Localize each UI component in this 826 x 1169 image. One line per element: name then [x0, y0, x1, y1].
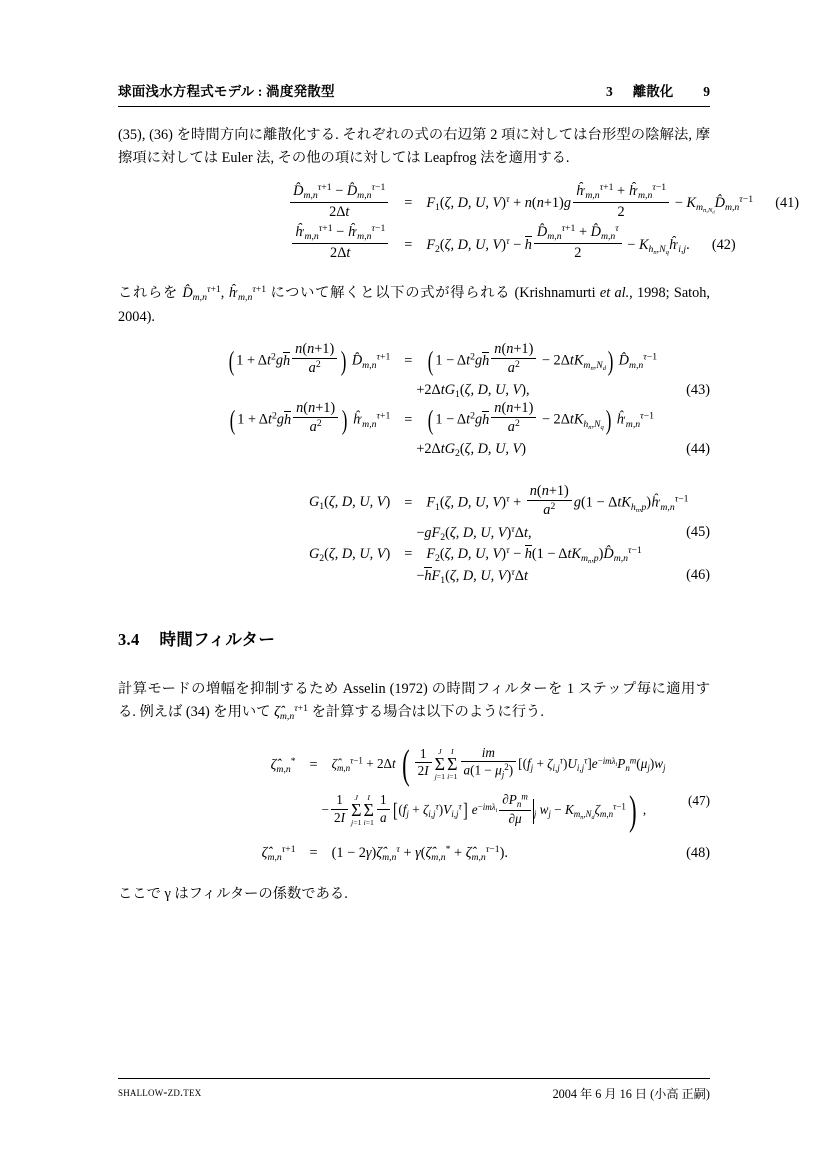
- equation-45-continuation: [118, 524, 710, 543]
- equation-47-relation: =: [309, 756, 318, 773]
- paragraph-discretization-intro: (35), (36) を時間方向に離散化する. それぞれの式の右辺第 2 項に対しては台形型の陰解法, 摩擦項に対しては Euler 法, その他の項に対しては Leapfrog 法を適用する.: [118, 127, 710, 167]
- section-number: 3.4: [118, 630, 140, 650]
- equation-47-rhs: $\zetâ_{m,n}^{\tau-1} + 2\Delta t$ ( $\frac{1}{2I}$ J Σ j=1 I Σ i=1 $\frac{im}{a(1 - \mu_j^2)}$ $[(f_j + \zeta_{i,j}^\tau)U_{i,j}^\tau]e^{-im\lambda_i}P_n^m(\mu_j)w_j$: [331, 741, 666, 787]
- equation-45-cont-rhs: $-gF_2(\zeta$, D, U, V)$^\tau$Δt,: [416, 523, 532, 543]
- equation-44-tag: (44): [686, 440, 710, 457]
- equation-42-relation: =: [404, 236, 413, 253]
- equation-47-continuation: [118, 788, 710, 834]
- equation-48-lhs: $\zetâ_{m,n}^{\tau+1}$: [261, 843, 296, 863]
- paragraph-time-filter-pre: 計算モードの増幅を抑制するため Asselin (1972) の時間フィルターを 1 ステップ毎に適用する. 例えば (34) を用いて: [118, 681, 710, 721]
- inline-math-zeta-hat: $\zetâ_{m,n}^{\tau+1}$: [274, 703, 309, 723]
- paragraph-solve-pre: これらを: [118, 284, 183, 301]
- header-right: [606, 80, 710, 100]
- equation-42-rhs: $F_2(\zeta$, D, U, V)$^\tau$ − h $\frac{D̂_{m,n}^{\tau+1} + D̂_{m,n}^\tau}{2}$ − $K_{h_n,N_q}ĥ'_{i,j}$.: [426, 223, 690, 262]
- page-number: 9: [703, 84, 710, 99]
- header-section-title: 離散化: [632, 84, 674, 99]
- equation-45-tag: (45): [686, 523, 710, 540]
- equation-41-rhs: $F_1(\zeta$, D, U, V)$^\tau$ + n(n+1)g $\frac{ĥ'_{m,n}^{\tau+1} + ĥ'_{m,n}^{\tau-1}}{2}$ − $K_{m_{n,N_d}}D̂_{m,n}^{\tau-1}$: [426, 182, 754, 221]
- equation-41-lhs: $\frac{D̂_{m,n}^{\tau+1} - D̂_{m,n}^{\tau-1}}{2\Delta t}$: [118, 184, 400, 223]
- equation-47: [118, 741, 710, 787]
- equation-44: [118, 399, 710, 439]
- equation-44-lhs: ( $1 + \Delta t^2gh$ $\frac{n(n+1)}{a^2}$ ) $ĥ'_{m,n}^{\tau+1}$: [229, 399, 391, 436]
- equation-46-relation: =: [404, 546, 413, 563]
- citation-etal: et al.: [599, 284, 630, 301]
- equation-48-tag: (48): [686, 844, 710, 861]
- equation-45-rhs: $F_1(\zeta$, D, U, V)$^\tau$ + $\frac{n(n+1)}{a^2}$ $g(1 - \Delta tK_{h_n,p})ĥ'_{m,n}^{\tau-1}$: [426, 482, 689, 519]
- equation-44-relation: =: [404, 411, 413, 428]
- equation-46-tag: (46): [686, 566, 710, 583]
- equation-41-relation: =: [404, 195, 413, 212]
- header-title: 球面浅水方程式モデル : 渦度発散型: [118, 84, 335, 99]
- equation-47-cont-rhs: − $\frac{1}{2I}$ J Σ j=1 I Σ i=1 $\frac{1}{a}$ $[(f_j + \zeta_{i,j}^\tau)V_{i,j}^\tau]$ $e^{-im\lambda_i}$ $\frac{\partial P_n^m}{\partial\mu}$ $_j$ $w_j - K_{m_n,N_d}\zeta_{m,n}^{\tau-1}$) ,: [321, 788, 647, 834]
- equation-48: [118, 844, 710, 863]
- paragraph-solve-post: , 1998; Satoh, 2004).: [118, 284, 711, 325]
- equation-43-lhs: ( $1 + \Delta t^2gh$ $\frac{n(n+1)}{a^2}$ ) $D̂_{m,n}^{\tau+1}$: [228, 340, 391, 377]
- paragraph-solve-mid: について解くと以下の式が得られる (Krishnamurti: [270, 284, 600, 301]
- equation-group-47-48: [118, 741, 710, 863]
- equation-46-continuation: [118, 567, 710, 586]
- equation-44-continuation: [118, 441, 710, 459]
- equation-44-cont-rhs: +2ΔtG$_2$(ζ, D, U, V): [416, 440, 527, 459]
- page-content: [118, 80, 800, 906]
- equation-43: [118, 340, 710, 380]
- equation-43-cont-rhs: +2ΔtG$_1$(ζ, D, U, V),: [416, 381, 530, 400]
- equation-43-tag: (43): [686, 381, 710, 398]
- paragraph-solve-intro: [118, 282, 710, 329]
- equation-45-lhs: $G_1(\zeta$, D, U, V): [308, 494, 391, 513]
- section-heading-3-4: [118, 626, 710, 650]
- equation-42: [118, 223, 736, 265]
- equation-42-tag: (42): [711, 236, 736, 253]
- equation-48-rhs: $(1 - 2\gamma)\zetâ_{m,n}^\tau$ + $\gamma(\zetâ_{m,n}^*$ + $\zetâ_{m,n}^{\tau-1}$).: [331, 843, 508, 863]
- equation-45: [118, 482, 710, 522]
- equation-46-lhs: $G_2(\zeta$, D, U, V): [308, 545, 391, 564]
- footer-date-author: 2004 年 6 月 16 日 (小高 正嗣): [552, 1087, 710, 1101]
- equation-41: [118, 182, 800, 223]
- equation-43-relation: =: [404, 352, 413, 369]
- equation-43-rhs: ( $1 - \Delta t^2gh$ $\frac{n(n+1)}{a^2}$ − 2ΔtK$_{m_n,N_d}$) $D̂_{m,n}^{\tau-1}$: [428, 340, 658, 377]
- equation-47-tag: (47): [688, 793, 710, 809]
- equation-43-continuation: [118, 382, 710, 400]
- paragraph-gamma-note: ここで γ はフィルターの係数である.: [118, 885, 348, 902]
- equation-47-lhs: $\zetâ_{m,n}^*$: [270, 755, 296, 775]
- page-footer: [118, 1078, 710, 1102]
- equation-46-rhs: $F_2(\zeta$, D, U, $V)^\tau - h(1 - \Delta tK_{m_n,p})D̂_{m,n}^{\tau-1}$: [426, 544, 642, 565]
- equation-41-tag: (41): [775, 195, 800, 212]
- section-title: 時間フィルター: [159, 630, 276, 650]
- header-section-number: 3: [606, 84, 613, 99]
- equation-46: [118, 545, 710, 565]
- equation-45-relation: =: [404, 494, 413, 511]
- equation-42-lhs: $\frac{ĥ'_{m,n}^{\tau+1} - ĥ'_{m,n}^{\tau-1}}{2\Delta t}$: [118, 226, 400, 265]
- page-header: [118, 80, 710, 107]
- equation-group-41-42: [118, 182, 800, 265]
- inline-math-dhat: $D̂_{m,n}^{\tau+1}$, $ĥ'_{m,n}^{\tau+1}$: [182, 283, 267, 304]
- equation-48-relation: =: [309, 844, 318, 861]
- equation-group-43-44: [118, 340, 710, 459]
- equation-group-45-46: [118, 482, 710, 587]
- equation-44-rhs: ( $1 - \Delta t^2gh$ $\frac{n(n+1)}{a^2}$ − 2ΔtK$_{h_n,N_q}$) $ĥ'_{m,n}^{\tau-1}$: [428, 399, 654, 436]
- footer-filename: shallow-zd.tex: [118, 1085, 202, 1099]
- paragraph-time-filter: [118, 678, 710, 725]
- equation-46-cont-rhs: $-hF_1(\zeta$, D, U, V)$^\tau$Δt: [416, 566, 528, 587]
- paragraph-time-filter-post: を計算する場合は以下のように行う.: [308, 704, 544, 721]
